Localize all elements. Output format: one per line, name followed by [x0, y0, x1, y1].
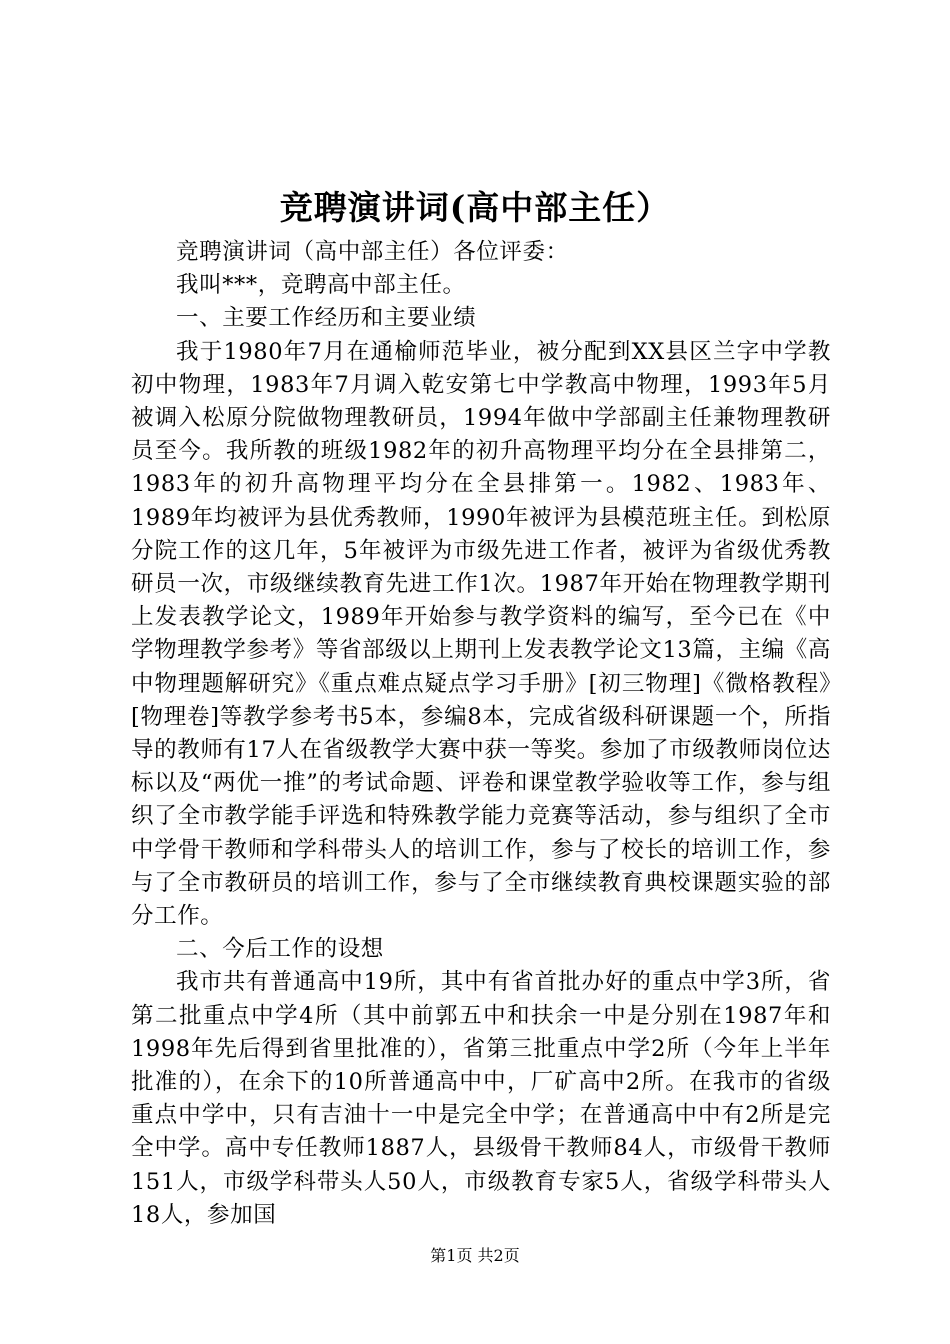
document-title: 竞聘演讲词(高中部主任） — [279, 188, 671, 227]
paragraph-salutation: 竞聘演讲词（高中部主任）各位评委： — [176, 239, 569, 265]
paragraph-plans: 我市共有普通高中19所，其中有省首批办好的重点中学3所，省第二批重点中学4所（其中前郭五中和扶余一中是分别在1987年和1998年先后得到省里批准的），省第三批重点中学2所（今年上半年批准的），在余下的10所普通高中中，厂矿高中2所。在我市的省级重点中学中，只有吉油十一中是完全中学；在普通高中中有2所是完全中学。高中专任教师1887人，县级骨干教师84人，市级骨干教师151人，市级学科带头人50人，市级教育专家5人，省级学科带头人18人，参加国 — [131, 969, 831, 1228]
page-footer: 第1页 共2页 — [430, 1246, 520, 1265]
paragraph-experience: 我于1980年7月在通榆师范毕业，被分配到XX县区兰字中学教初中物理，1983年7月调入乾安第七中学教高中物理，1993年5月被调入松原分院做物理教研员，1994年做中学部副主任兼物理教研员至今。我所教的班级1982年的初升高物理平均分在全县排第二，1983年的初升高物理平均分在全县排第一。1982、1983年、1989年均被评为县优秀教师，1990年被评为县模范班主任。到松原分院工作的这几年，5年被评为市级先进工作者，被评为省级优秀教研员一次，市级继续教育先进工作1次。1987年开始在物理教学期刊上发表教学论文，1989年开始参与教学资料的编写，至今已在《中学物理教学参考》等省部级以上期刊上发表教学论文13篇，主编《高中物理题解研究》《重点难点疑点学习手册》[初三物理]《微格教程》[物理卷]等教学参考书5本，参编8本，完成省级科研课题一个，所指导的教师有17人在省级教学大赛中获一等奖。参加了市级教师岗位达标以及“两优一推”的考试命题、评卷和课堂教学验收等工作，参与组织了全市教学能手评选和特殊教学能力竞赛等活动，参与组织了全市中学骨干教师和学科带头人的培训工作，参与了校长的培训工作，参与了全市教研员的培训工作，参与了全市继续教育典校课题实验的部分工作。 — [131, 338, 831, 930]
section-heading-experience: 一、主要工作经历和主要业绩 — [176, 305, 477, 332]
document-body — [131, 236, 831, 1232]
paragraph-intro: 我叫***，竞聘高中部主任。 — [176, 272, 466, 299]
section-heading-plans: 二、今后工作的设想 — [176, 936, 384, 963]
